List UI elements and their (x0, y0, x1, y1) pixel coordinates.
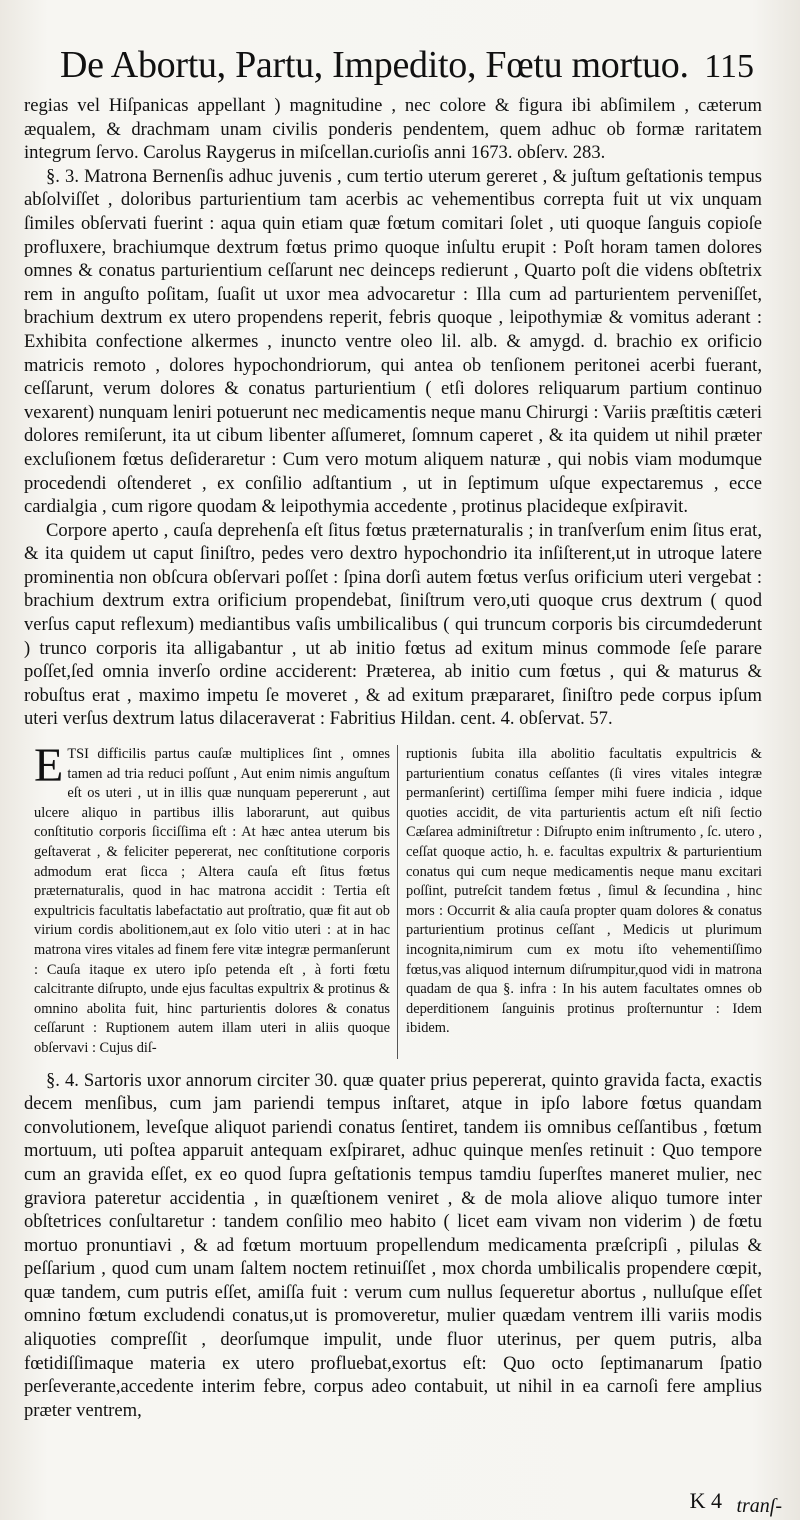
page-title: De Abortu, Partu, Impedito, Fœtu mortuo. (60, 44, 689, 86)
signature-mark: K 4 (689, 1488, 722, 1513)
paragraph-top-1: regias vel Hiſpanicas appellant ) magnitudine , nec colore & figura ibi abſimilem , cæterum æqualem, & drachmam unam civilis ponderis pendentem, quem adhuc ob formæ raritatem integrum ſervo. Carolus Raygerus in miſcellan.curioſis anni 1673. obſerv. 283. (24, 95, 762, 164)
commentary-right-text: ruptionis ſubita illa abolitio facultatis expultricis & parturientium conatus ceſſantes (ſi vires vitales integræ permanſerint) certiſſima ſemper mihi fuere indicia , idque quoties accidit, de vita parturientis actum eſt niſi ſectio Cæſarea adminiſtretur : Diſrupto enim inſtrumento , ſc. utero , ceſſat quoque actio, h. e. facultas expultrix & parturientium conatus qui cum neque medicamentis neque manu excitari poſſint, putreſcit tandem fœtus , ſimul & ſecundina , hinc mors : Occurrit & alia cauſa propter quam dolores & conatus parturientium protinus ceſſant , Medicis ut plurimum incognita,nimirum cum ex motu iſto vehementiſſimo fœtus,vas aliquod internum diſrumpitur,quod vidi in matrona quadam de qua §. infra : In his autem facultates omnes ob deperditionem ſanguinis protinus proſternuntur : Idem ibidem. (406, 746, 762, 1037)
commentary-left-text: TSI difficilis partus cauſæ multiplices ſint , omnes tamen ad tria reduci poſſunt , Aut enim nimis anguſtum eſt os uteri , ut in illis quæ nunquam pepererunt , aut ulcere aliquo in partibus illis laborarunt, aut quibus conſtitutio corporis ſicciſſima eſt : At hæc antea uterum bis geſtaverat , & feliciter pepererat, nec conſtitutione corporis admodum erat ſicca ; Altera cauſa eſt ſitus fœtus præternaturalis, quod in hac matrona accidit : Tertia eſt expultricis facultatis labefactatio aut proſtratio, quæ fit aut ob virium cordis abolitionem,aut ex ſolo vitio uteri : at in hac matrona vires vitales ad finem fere vitæ integræ permanſerunt : Cauſa itaque ex utero ipſo petenda eſt , à forti fœtu calcitrante diſrupto, unde ejus facultas expultrix & protinus & omnino abolita fuit, hinc parturientis dolores & conatus ceſſarunt : Ruptionem autem illam uteri in aliis quoque obſervavi : Cujus diſ- (34, 746, 390, 1056)
commentary-left-column (34, 739, 390, 1059)
drop-cap: E (34, 739, 64, 793)
page-number: 115 (704, 48, 754, 85)
running-head (24, 44, 762, 88)
paragraph-top-2: §. 3. Matrona Bernenſis adhuc juvenis , cum tertio uterum gereret , & juſtum geſtationis tempus abſolviſſet , doloribus parturientium tam acerbis ac vehementibus correpta fuit ut vix unquam ſimiles obſervati fuerint : aqua quin etiam quæ fœtum comitari ſolet , uti quoque ſanguis copioſe profluxere, brachiumque dextrum fœtus primo quoque inſultu erupit : Poſt horam tamen dolores omnes & conatus parturientium ceſſarunt nec deinceps redierunt , Quarto poſt die videns obſtetrix rem in anguſto poſitam, ſuaſit ut uxor mea advocaretur : Illa cum ad parturientem perveniſſet, brachium dextrum ex utero propendens reperit, febris quoque , leipothymiæ & vomitus aderant : Exhibita confectione alkermes , inuncto ventre oleo lil. alb. & amygd. d. brachio ex orificio matricis remoto , dolores hypochondriorum, qui antea ob tenſionem peritonei acerbi fuerant, ceſſarunt, verum dolores & conatus parturientium ( etſi dolores reliquarum partium continuo vexarent) nunquam leniri potuerunt nec medicamentis neque manu Chirurgi : Variis præſtitis cæteri dolores remiſerunt, ita ut cibum libenter aſſumeret, ſomnum caperet , & ita quidem ut nihil præter excluſionem fœtus deſideraretur : Cum vero motum aliquem naturæ , qui nobis viam modumque procedendi oſtenderet , ex conſilio adſtantium , ut in ſeptimum uſque expectaremus , ecce cardialgia , cum rigore quodam & leipothymia accedente , protinus placideque exſpiravit. (24, 165, 762, 518)
catchword: tranſ- (736, 1495, 782, 1517)
paragraph-top-3: Corpore aperto , cauſa deprehenſa eſt ſitus fœtus præternaturalis ; in tranſverſum enim ſitus erat, & ita quidem ut caput ſiniſtro, pedes vero dextro hypochondrio ita inſiſterent,ut in utroque latere prominentia non obſcura obſervari poſſet : ſpina dorſi autem fœtus verſus orificium uteri vergebat : brachium dextrum extra orificium propendebat, ſiniſtrum vero,uti quoque crus dextrum ( quod verſus caput reflexum) mediantibus vaſis umbilicalibus ( qui truncum corporis bis circumdederunt ) trunco corporis ita alligabantur , ut ab initio fœtus ad exitum minus commode ſeſe parare poſſet,ſed omnia inverſo ordine acciderent: Præterea, ab initio cum fœtus , qui & maturus & robuſtus erat , maximo impetu ſe moveret , & ad exitum præpararet, ſiniſtro pede corpus ipſum uteri verſus dextrum latus dilaceraverat : Fabritius Hildan. cent. 4. obſervat. 57. (24, 519, 762, 730)
commentary-columns (24, 739, 762, 1059)
commentary-right-column (406, 745, 762, 1059)
paragraph-bottom: §. 4. Sartoris uxor annorum circiter 30. quæ quater prius pepererat, quinto gravida facta, exactis decem menſibus, cum jam pariendi tempus inſtaret, atque in ipſo labore fœtus quandam convolutionem, leveſque aliquot pariendi conatus ſentiret, tandem iis omnibus ceſſantibus , fœtum mortuum, uti poſtea apparuit antequam exſpiraret, adhuc quinque menſes retinuit : Quo tempore cum an gravida eſſet, ex eo quod ſupra geſtationis tempus tamdiu ſuperſtes maneret mulier, nec graviora pateretur accidentia , in quæſtionem veniret , & de mola aliove aliquo tumore inter obſtetrices conſultaretur : tandem conſilio meo habito ( licet eam vivam non viderim ) de fœtu mortuo pronuntiavi , & ad fœtum mortuum propellendum medicamenta præſcripſi , pilulas & peſſarium , quod cum unam ſaltem noctem retinuiſſet , mox chorda umbilicalis propendere cœpit, quæ tandem, cum putris eſſet, amiſſa fuit : verum cum nullus ſequeretur abortus , nulluſque eſſet omnino fœtum excludendi conatus,ut is promoveretur, mulier quædam ventrem illi variis modis aliquoties compreſſit , deorſumque impulit, unde fluor uterinus, per quem putris, alba fœtidiſſimaque materia ex utero profluebat,exortus eſt: Quo octo ſeptimanarum ſpatio perſeverante,accedente interim febre, corpus adeo contabuit, ut nihil in ea carnoſi fere amplius præter ventrem, (24, 1069, 762, 1421)
